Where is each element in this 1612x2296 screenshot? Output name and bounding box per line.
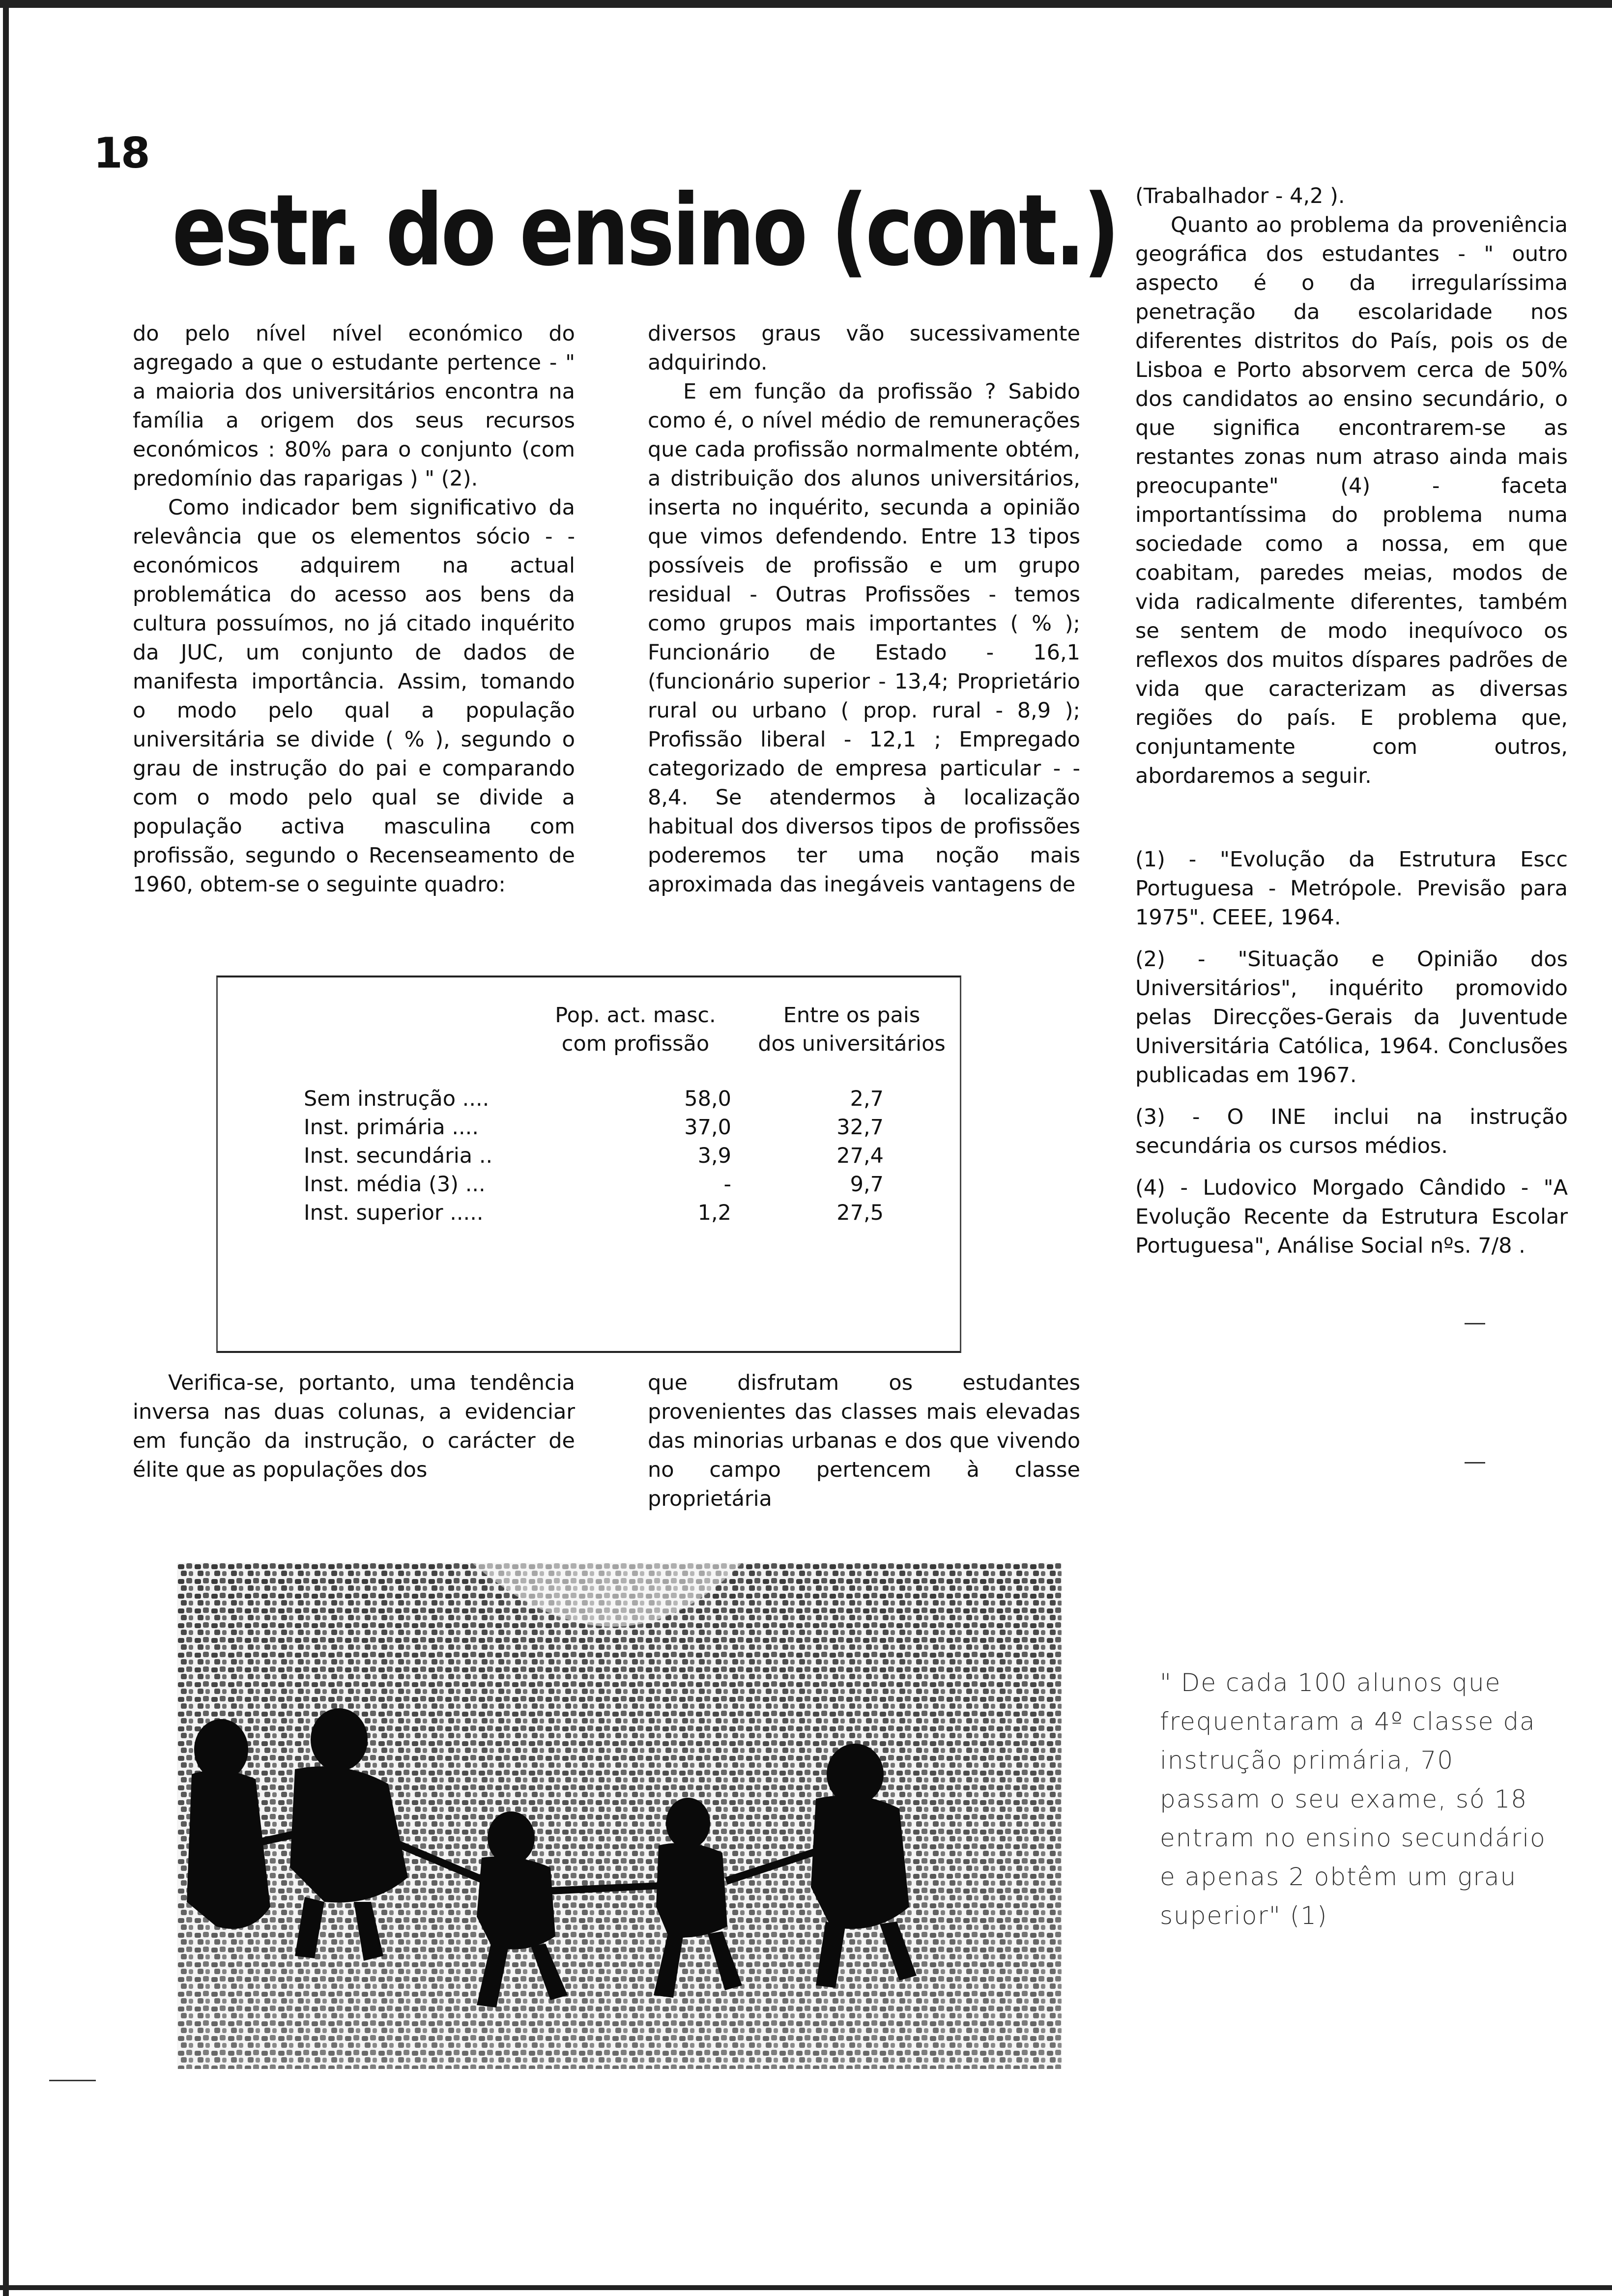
- education-table: [216, 976, 961, 1353]
- margin-mark: [1465, 1323, 1485, 1324]
- table-row: [304, 1142, 943, 1170]
- table-row: [304, 1085, 943, 1113]
- row-label: Inst. primária ....: [304, 1115, 479, 1140]
- page-title: estr. do ensino (cont.): [172, 173, 1118, 288]
- row-label: Sem instrução ....: [304, 1087, 489, 1111]
- text-column-4: [133, 1369, 575, 1485]
- text-column-2: [648, 319, 1080, 899]
- row-parents-value: 9,7: [850, 1172, 884, 1197]
- paragraph: do pelo nível nível económico do agregado a que o estudante pertence - " a maioria dos universitários encontra na família a origem dos seus recursos económicos : 80% para o conjunto (com predomínio das raparigas ) " (2).: [133, 321, 575, 491]
- pull-quote: " De cada 100 alunos que frequentaram a 4º classe da instrução primária, 70 passam o seu exame, só 18 entram no ensino secundário e apenas 2 obtêm um grau superior" (1): [1160, 1668, 1546, 1930]
- row-parents-value: 2,7: [850, 1087, 884, 1111]
- page-frame-top: [0, 0, 1612, 8]
- table-row: [304, 1170, 943, 1199]
- row-label: Inst. superior .....: [304, 1201, 484, 1225]
- row-pop-value: 1,2: [697, 1201, 731, 1225]
- row-label: Inst. secundária ..: [304, 1144, 493, 1168]
- row-parents-value: 27,4: [836, 1144, 884, 1168]
- table-header-population: Pop. act. masc. com profissão: [555, 1003, 716, 1056]
- row-parents-value: 27,5: [836, 1201, 884, 1225]
- row-pop-value: 3,9: [697, 1144, 731, 1168]
- paragraph: (Trabalhador - 4,2 ).: [1135, 184, 1345, 208]
- footnote: (2) - "Situação e Opinião dos Universitários", inquérito promovido pelas Direcções-Gerais da Juventude Universitária Católica, 1964. Conclusões publicadas em 1967.: [1135, 947, 1568, 1088]
- table-header-parents: Entre os pais dos universitários: [758, 1003, 946, 1056]
- text-column-1: [133, 319, 575, 899]
- footnotes: [1135, 845, 1568, 1273]
- margin-mark: [1465, 1462, 1485, 1464]
- paragraph: Quanto ao problema da proveniência geográfica dos estudantes - " outro aspecto é o da irregularíssima penetração da escolaridade nos diferentes distritos do País, pois os de Lisboa e Porto absorvem cerca de 50% dos candidatos ao ensino secundário, o que significa encontrarem-se as restantes zonas num atraso ainda mais preocupante" (4) - faceta importantíssima do problema numa sociedade como a nossa, em que coabitam, paredes meias, modos de vida radicalmente diferentes, também se sentem de modo inequívoco os reflexos dos muitos díspares padrões de vida que caracterizam as diversas regiões do país. E problema que, conjuntamente com outros, abordaremos a seguir.: [1135, 213, 1568, 788]
- text-column-5: [648, 1369, 1080, 1514]
- paragraph: que disfrutam os estudantes provenientes das classes mais elevadas das minorias urbanas e dos que vivendo no campo pertencem à classe proprietária: [648, 1371, 1080, 1511]
- row-parents-value: 32,7: [836, 1115, 884, 1140]
- footnote: (1) - "Evolução da Estrutura Escc Portuguesa - Metrópole. Previsão para 1975". CEEE, 1964.: [1135, 847, 1568, 930]
- footnote: (3) - O INE inclui na instrução secundária os cursos médios.: [1135, 1105, 1568, 1158]
- paragraph: diversos graus vão sucessivamente adquirindo.: [648, 321, 1080, 375]
- footnote: (4) - Ludovico Morgado Cândido - "A Evolução Recente da Estrutura Escolar Portuguesa", Análise Social nºs. 7/8 .: [1135, 1176, 1568, 1258]
- page-number: 18: [93, 129, 148, 178]
- text-column-3: [1135, 182, 1568, 791]
- table-row: [304, 1113, 943, 1142]
- paragraph: Verifica-se, portanto, uma tendência inversa nas duas colunas, a evidenciar em função da instrução, o carácter de élite que as populações dos: [133, 1371, 575, 1482]
- page-frame-left: [3, 0, 9, 2296]
- margin-mark: [49, 2080, 96, 2081]
- row-pop-value: 58,0: [684, 1087, 731, 1111]
- table-row: [304, 1199, 943, 1227]
- row-pop-value: -: [723, 1172, 731, 1197]
- children-playing-photo: [177, 1563, 1062, 2069]
- paragraph: E em função da profissão ? Sabido como é, o nível médio de remunerações que cada profissão normalmente obtém, a distribuição dos alunos universitários, inserta no inquérito, secunda a opinião que vimos defendendo. Entre 13 tipos possíveis de profissão e um grupo residual - Outras Profissões - temos como grupos mais importantes ( % ); Funcionário de Estado - 16,1 (funcionário superior - 13,4; Proprietário rural ou urbano ( prop. rural - 8,9 ); Profissão liberal - 12,1 ; Empregado categorizado de empresa particular - - 8,4. Se atendermos à localização habitual dos diversos tipos de profissões poderemos ter uma noção mais aproximada das inegáveis vantagens de: [648, 379, 1080, 897]
- page-frame-bottom: [0, 2285, 1612, 2290]
- row-pop-value: 37,0: [684, 1115, 731, 1140]
- paragraph: Como indicador bem significativo da relevância que os elementos sócio - -económicos adquirem na actual problemática do acesso aos bens da cultura possuímos, no já citado inquérito da JUC, um conjunto de dados de manifesta importância. Assim, tomando o modo pelo qual a população universitária se divide ( % ), segundo o grau de instrução do pai e comparando com o modo pelo qual se divide a população activa masculina com profissão, segundo o Recenseamento de 1960, obtem-se o seguinte quadro:: [133, 495, 575, 897]
- row-label: Inst. média (3) ...: [304, 1172, 486, 1197]
